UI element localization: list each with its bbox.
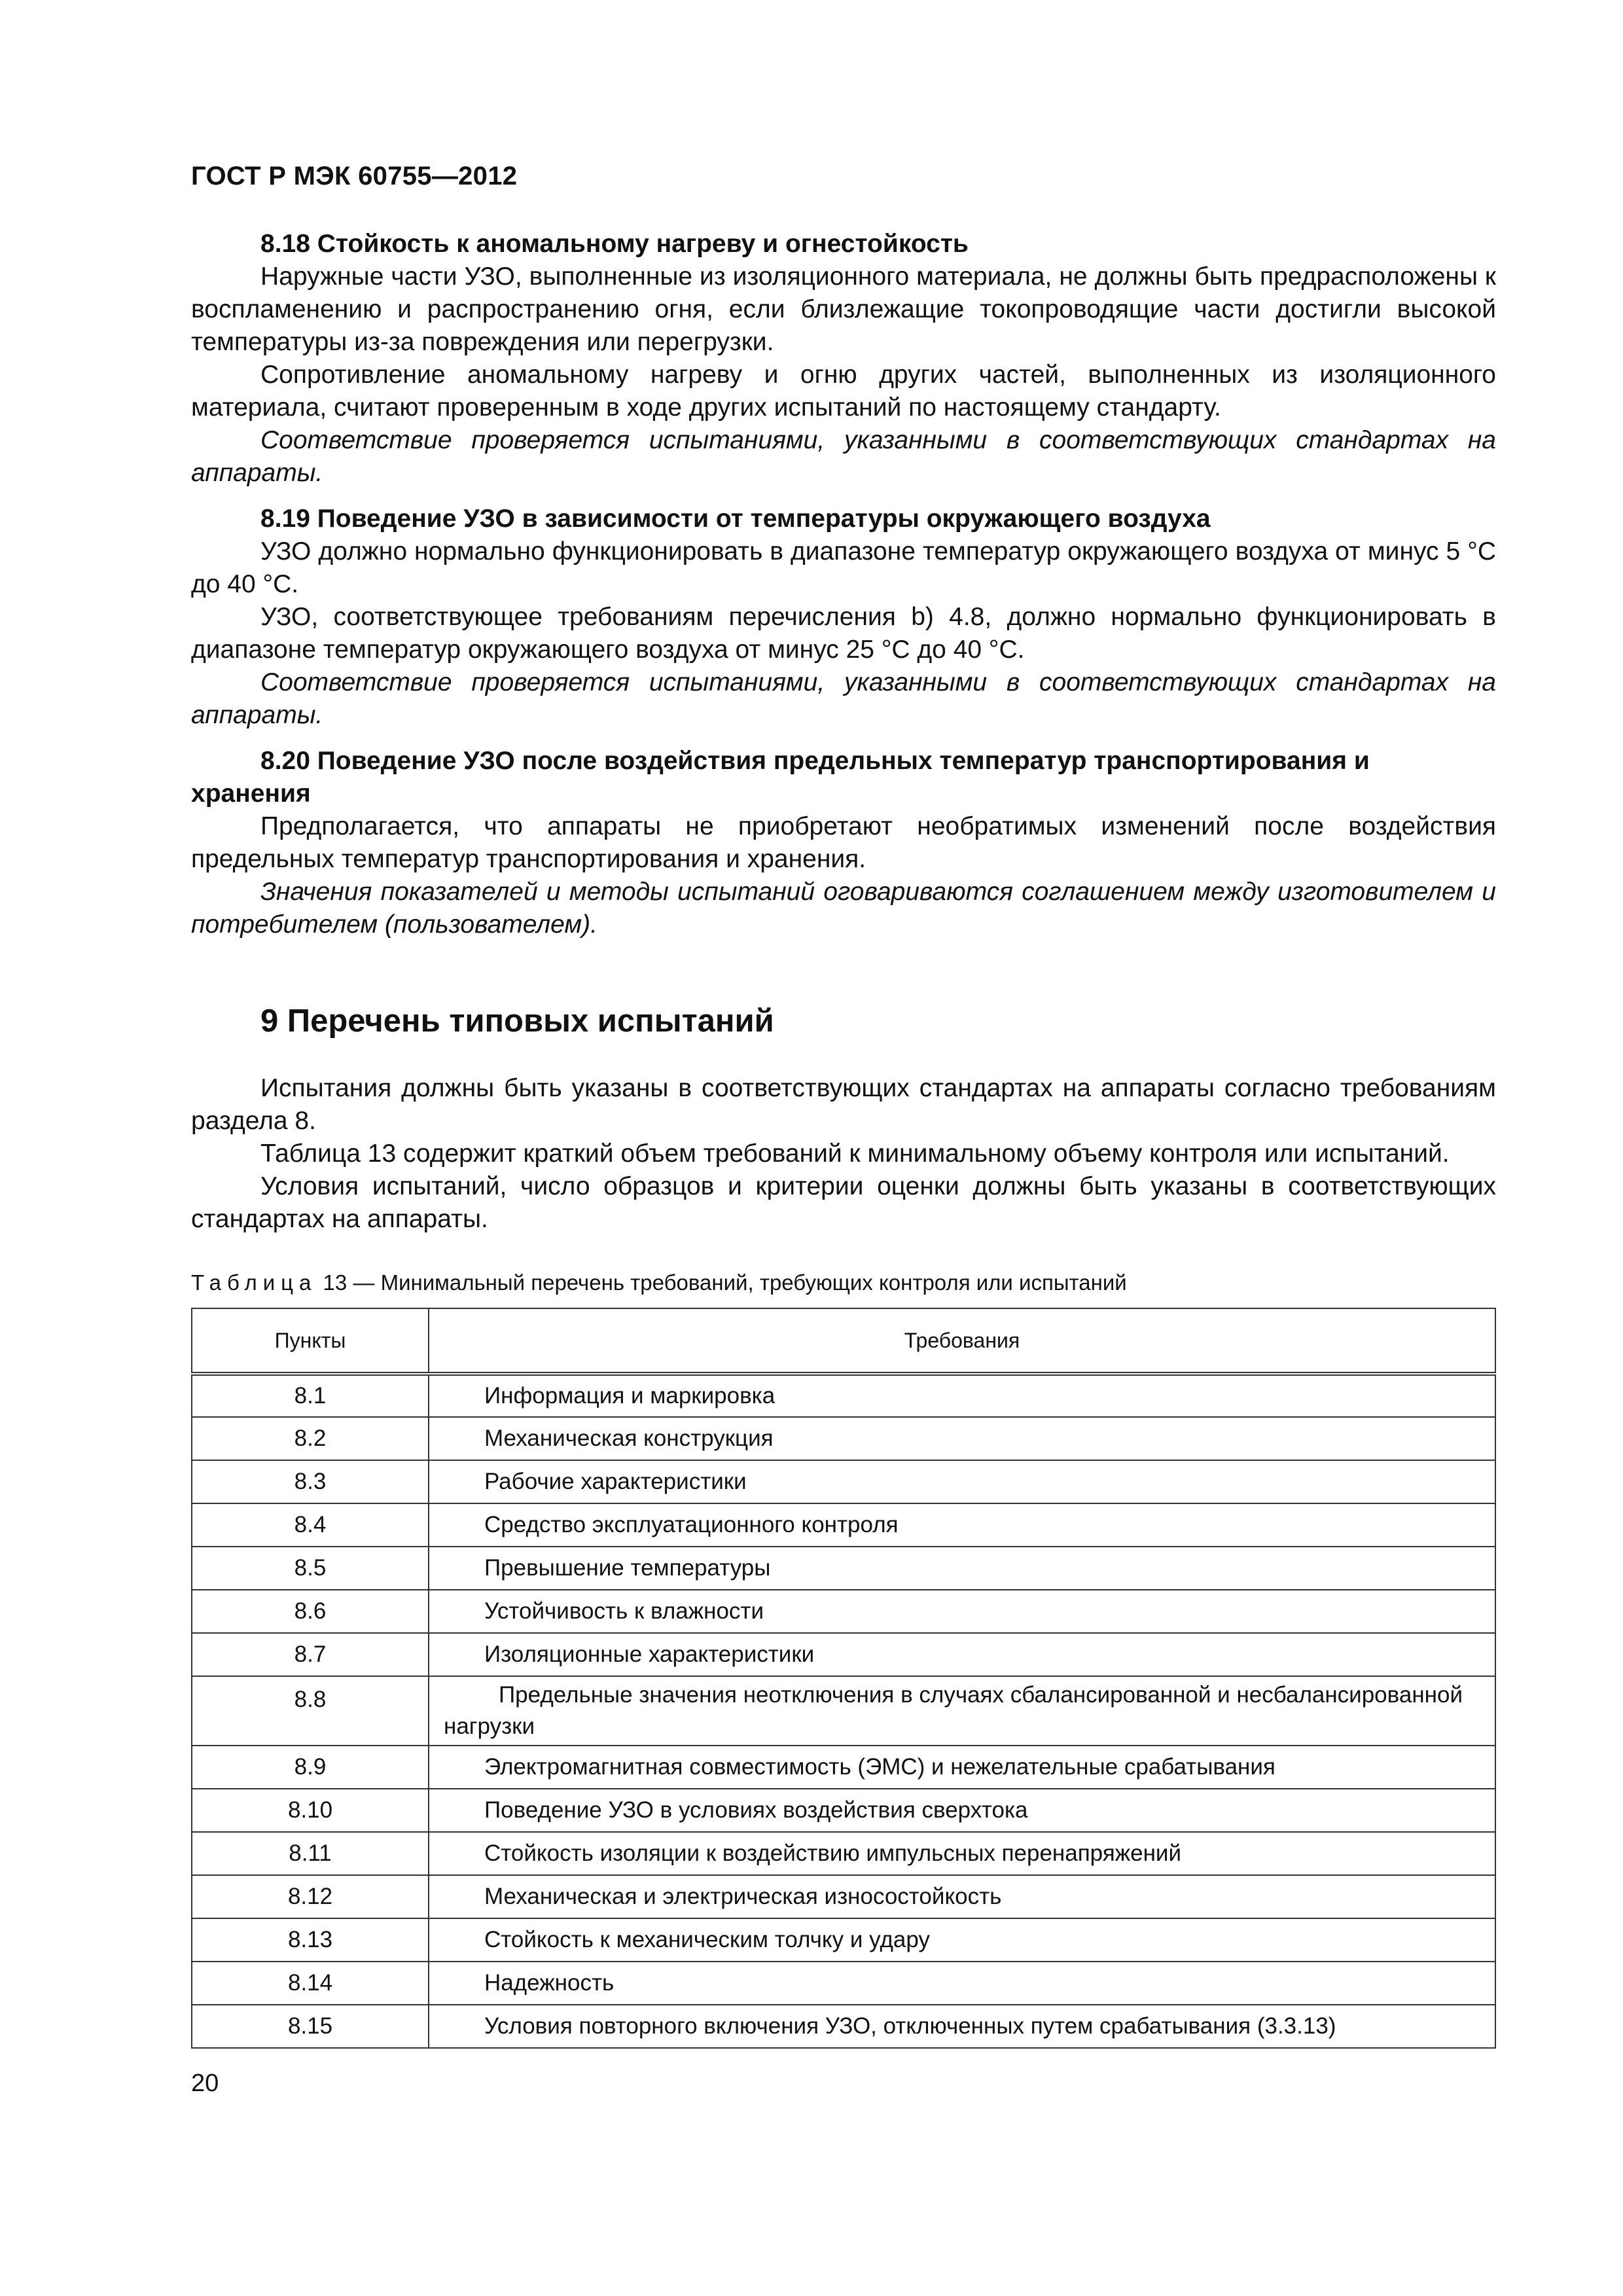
row-point-number: 8.3 <box>192 1460 429 1503</box>
section-8-18-compliance: Соответствие проверяется испытаниями, указанными в соответствующих стандартах на аппараты. <box>191 426 1496 487</box>
section-8-20-paragraph-1: Предполагается, что аппараты не приобретают необратимых изменений после воздействия предельных температур транспортирования и хранения. <box>191 812 1496 873</box>
table-row <box>192 1374 1495 1417</box>
section-8-19-compliance: Соответствие проверяется испытаниями, указанными в соответствующих стандартах на аппараты. <box>191 668 1496 729</box>
table-row <box>192 2005 1495 2048</box>
table-body <box>192 1374 1495 2048</box>
row-requirement-text: Стойкость изоляции к воздействию импульсных перенапряжений <box>429 1832 1495 1875</box>
section-8-18-paragraph-2: Сопротивление аномальному нагреву и огню других частей, выполненных из изоляционного материала, считают проверенным в ходе других испытаний по настоящему стандарту. <box>191 361 1496 422</box>
row-requirement-text: Средство эксплуатационного контроля <box>429 1503 1495 1547</box>
row-point-number: 8.11 <box>192 1832 429 1875</box>
row-point-number: 8.15 <box>192 2005 429 2048</box>
row-point-number: 8.8 <box>192 1676 429 1746</box>
section-8-18-title: 8.18 Стойкость к аномальному нагреву и огнестойкость <box>260 230 969 258</box>
row-point-number: 8.7 <box>192 1633 429 1676</box>
requirements-table <box>191 1308 1496 2049</box>
section-9-paragraph-1: Испытания должны быть указаны в соответствующих стандартах на аппараты согласно требованиям раздела 8. <box>191 1074 1496 1135</box>
standard-header: ГОСТ Р МЭК 60755—2012 <box>191 162 518 190</box>
table-row <box>192 1789 1495 1832</box>
section-9-paragraph-3: Условия испытаний, число образцов и критерии оценки должны быть указаны в соответствующих стандартах на аппараты. <box>191 1172 1496 1233</box>
row-point-number: 8.1 <box>192 1374 429 1417</box>
column-header-requirements: Требования <box>429 1308 1495 1374</box>
table-caption <box>191 1270 1496 1296</box>
row-requirement-text: Предельные значения неотключения в случаях сбалансированной и несбалансированной нагрузки <box>429 1676 1495 1746</box>
row-point-number: 8.6 <box>192 1590 429 1633</box>
table-row <box>192 1590 1495 1633</box>
table-row <box>192 1918 1495 1962</box>
table-caption-label: Таблица <box>191 1270 317 1295</box>
page-content <box>191 228 1496 2049</box>
section-8-19-title: 8.19 Поведение УЗО в зависимости от температуры окружающего воздуха <box>260 505 1211 533</box>
row-requirement-text: Механическая и электрическая износостойкость <box>429 1875 1495 1918</box>
row-point-number: 8.12 <box>192 1875 429 1918</box>
row-point-number: 8.10 <box>192 1789 429 1832</box>
section-8-20-paragraph-2: Значения показателей и методы испытаний оговариваются соглашением между изготовителем и потребителем (пользователем). <box>191 878 1496 939</box>
row-requirement-text: Изоляционные характеристики <box>429 1633 1495 1676</box>
table-header-row <box>192 1308 1495 1374</box>
table-row <box>192 1633 1495 1676</box>
row-point-number: 8.5 <box>192 1547 429 1590</box>
row-requirement-text: Надежность <box>429 1962 1495 2005</box>
page-number: 20 <box>191 2070 219 2097</box>
table-row <box>192 1746 1495 1789</box>
table-row <box>192 1875 1495 1918</box>
row-point-number: 8.13 <box>192 1918 429 1962</box>
section-9-title: 9 Перечень типовых испытаний <box>260 1003 774 1039</box>
section-8-19-paragraph-2: УЗО, соответствующее требованиям перечисления b) 4.8, должно нормально функционировать в диапазоне температур окружающего воздуха от минус 25 °С до 40 °С. <box>191 603 1496 664</box>
row-point-number: 8.2 <box>192 1417 429 1460</box>
table-row <box>192 1460 1495 1503</box>
row-requirement-text: Электромагнитная совместимость (ЭМС) и нежелательные срабатывания <box>429 1746 1495 1789</box>
table-row <box>192 1832 1495 1875</box>
row-requirement-text: Устойчивость к влажности <box>429 1590 1495 1633</box>
row-requirement-text: Механическая конструкция <box>429 1417 1495 1460</box>
table-row <box>192 1547 1495 1590</box>
row-point-number: 8.14 <box>192 1962 429 2005</box>
table-row <box>192 1962 1495 2005</box>
table-caption-text: 13 — Минимальный перечень требований, требующих контроля или испытаний <box>317 1270 1127 1295</box>
row-requirement-text: Стойкость к механическим толчку и удару <box>429 1918 1495 1962</box>
row-requirement-text: Превышение температуры <box>429 1547 1495 1590</box>
table-row <box>192 1417 1495 1460</box>
row-requirement-text: Поведение УЗО в условиях воздействия сверхтока <box>429 1789 1495 1832</box>
row-point-number: 8.9 <box>192 1746 429 1789</box>
row-requirement-text: Рабочие характеристики <box>429 1460 1495 1503</box>
table-row <box>192 1503 1495 1547</box>
table-row <box>192 1676 1495 1746</box>
section-8-20-title: 8.20 Поведение УЗО после воздействия предельных температур транспортирования и хранения <box>191 747 1370 808</box>
row-point-number: 8.4 <box>192 1503 429 1547</box>
column-header-points: Пункты <box>192 1308 429 1374</box>
section-8-19-paragraph-1: УЗО должно нормально функционировать в диапазоне температур окружающего воздуха от минус 5 °С до 40 °С. <box>191 537 1496 598</box>
row-requirement-text: Информация и маркировка <box>429 1374 1495 1417</box>
section-9-paragraph-2: Таблица 13 содержит краткий объем требований к минимальному объему контроля или испытаний. <box>260 1139 1450 1168</box>
row-requirement-text: Условия повторного включения УЗО, отключенных путем срабатывания (3.3.13) <box>429 2005 1495 2048</box>
section-8-18-paragraph-1: Наружные части УЗО, выполненные из изоляционного материала, не должны быть предрасположены к воспламенению и распространению огня, если близлежащие токопроводящие части достигли высокой температуры из-за повреждения или перегрузки. <box>191 262 1496 356</box>
